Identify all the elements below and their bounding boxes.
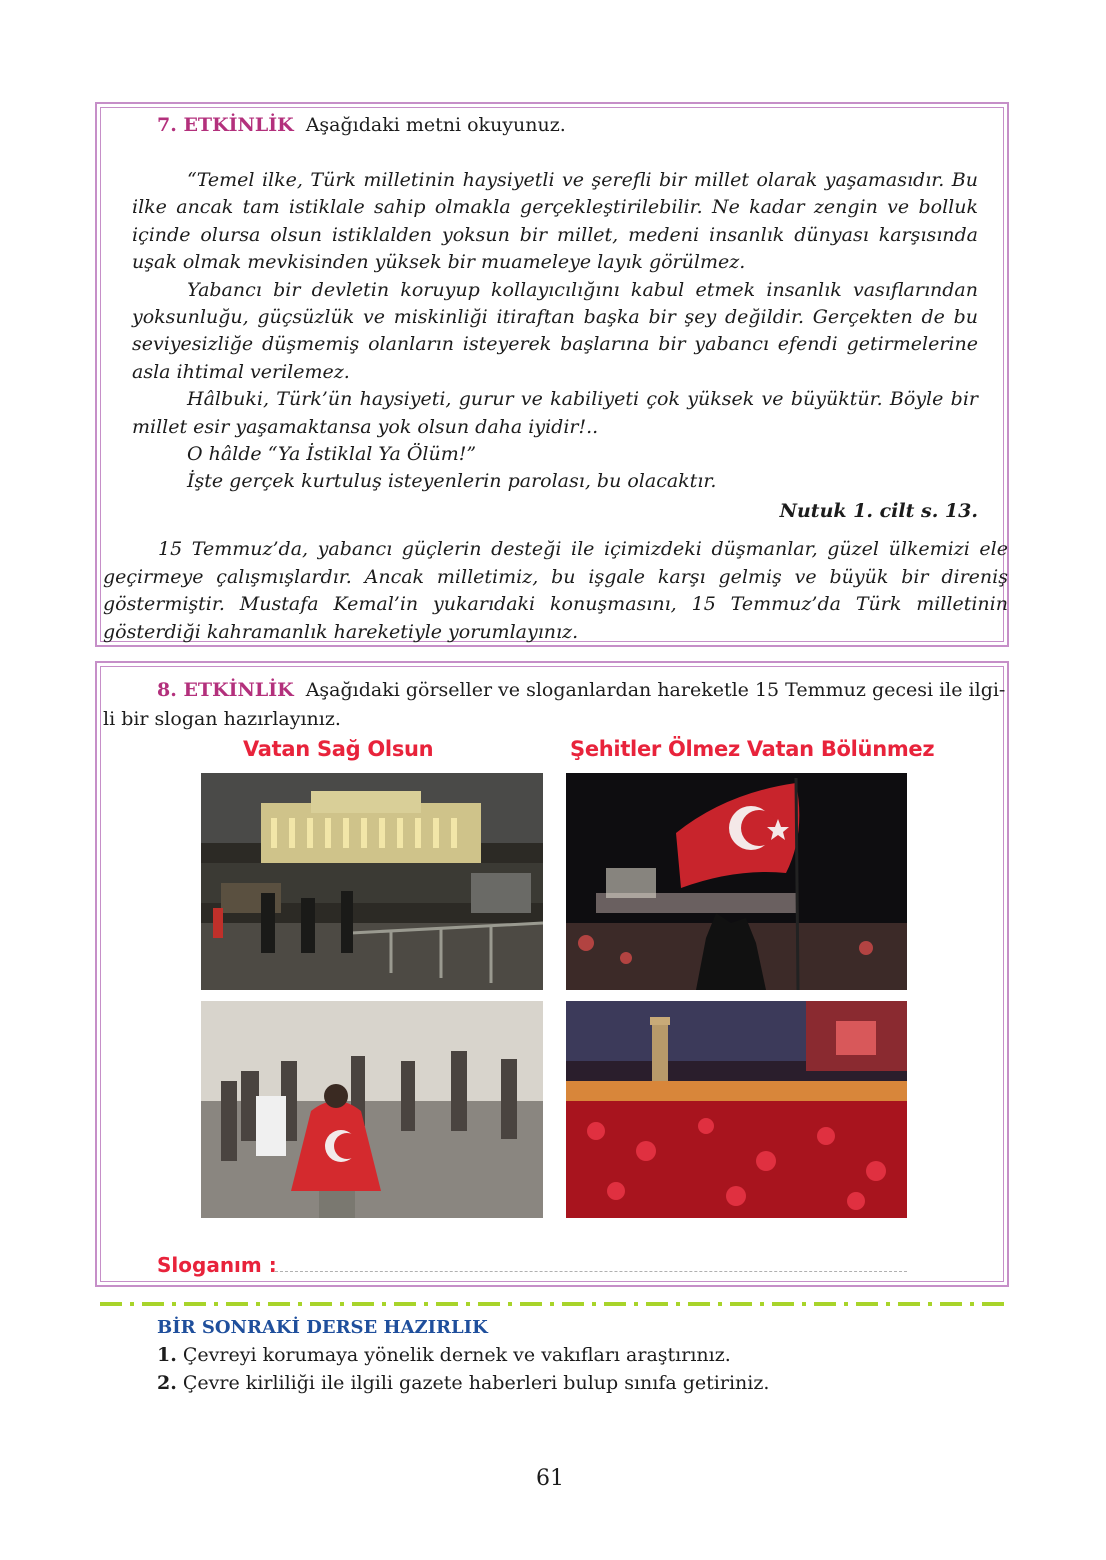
prep-section-title: BİR SONRAKİ DERSE HAZIRLIK xyxy=(157,1317,488,1338)
page-number: 61 xyxy=(536,1466,564,1491)
slogan-answer-line[interactable] xyxy=(275,1271,907,1272)
section-divider xyxy=(100,1301,1006,1307)
photo-square-crowd-night xyxy=(566,1001,907,1218)
activity-7-task-text: 15 Temmuz’da, yabancı güçlerin desteği ile içimizdeki düşmanlar, güzel ülkemizi ele geçirmeye çalışmışlardır. Ancak milletimiz, bu işgale karşı gelmiş ve büyük bir direniş göstermiştir. Mustafa Kemal’in yukarıdaki konuşmasını, 15 Temmuz’da Türk milletinin gösterdiği kahramanlık hareketiyle yorumlayınız. xyxy=(103,538,1008,643)
sloganim-label: Sloganım : xyxy=(157,1253,277,1277)
quote-paragraph: “Temel ilke, Türk milletinin haysiyetli ve şerefli bir millet olarak yaşamasıdır. Bu ilke ancak tam istiklale sahip olmakla gerçekleştirilebilir. Ne kadar zengin ve bolluk içinde olursa olsun istiklalden yoksun bir millet, medeni insanlık dünyası karşısında uşak olmak mevkisinden yüksek bir muameleye layık görülmez. xyxy=(132,169,978,274)
photo-parliament-night xyxy=(201,773,543,990)
prep-item-number: 1. xyxy=(157,1344,177,1366)
slogan-sehitler-olmez: Şehitler Ölmez Vatan Bölünmez xyxy=(570,737,935,761)
quote-paragraph: Yabancı bir devletin koruyup kollayıcılığını kabul etmek insanlık vasıflarından yoksunluğu, güçsüzlük ve miskinliği itiraftan başka bir şey değildir. Gerçekten de bu seviyesizliğe düşmemiş olanların isteyerek başlarına bir yabancı efendi getirmelerine asla ihtimal verilemez. xyxy=(132,278,978,383)
prep-item xyxy=(157,1344,731,1366)
prep-item xyxy=(157,1372,769,1394)
prep-item-number: 2. xyxy=(157,1372,177,1394)
activity-7-header xyxy=(157,111,566,140)
photo-flag-over-crowd xyxy=(566,773,907,990)
activity-7-title: 7. ETKİNLİK xyxy=(157,114,294,136)
quote-paragraph: O hâlde “Ya İstiklal Ya Ölüm!” xyxy=(187,443,477,466)
activity-8-instruction-cont: li bir slogan hazırlayınız. xyxy=(103,708,341,730)
quote-source: Nutuk 1. cilt s. 13. xyxy=(779,499,978,522)
nutuk-quote xyxy=(132,167,978,525)
photo-people-walking-flag xyxy=(201,1001,543,1218)
activity-7-task xyxy=(103,536,1008,646)
activity-8-instruction: Aşağıdaki görseller ve sloganlardan hareketle 15 Temmuz gecesi ile ilgi- xyxy=(305,679,1006,701)
quote-paragraph: İşte gerçek kurtuluş isteyenlerin parolası, bu olacaktır. xyxy=(187,470,717,493)
prep-item-text: Çevre kirliliği ile ilgili gazete haberleri bulup sınıfa getiriniz. xyxy=(182,1372,770,1394)
activity-8-title: 8. ETKİNLİK xyxy=(157,679,294,701)
activity-8-header xyxy=(157,676,1005,705)
prep-item-text: Çevreyi korumaya yönelik dernek ve vakıfları araştırınız. xyxy=(182,1344,731,1366)
quote-paragraph: Hâlbuki, Türk’ün haysiyeti, gurur ve kabiliyeti çok yüksek ve büyüktür. Böyle bir millet esir yaşamaktansa yok olsun daha iyidir!.. xyxy=(132,388,978,438)
activity-7-instruction: Aşağıdaki metni okuyunuz. xyxy=(305,114,566,136)
slogan-vatan-sag-olsun: Vatan Sağ Olsun xyxy=(243,737,434,761)
